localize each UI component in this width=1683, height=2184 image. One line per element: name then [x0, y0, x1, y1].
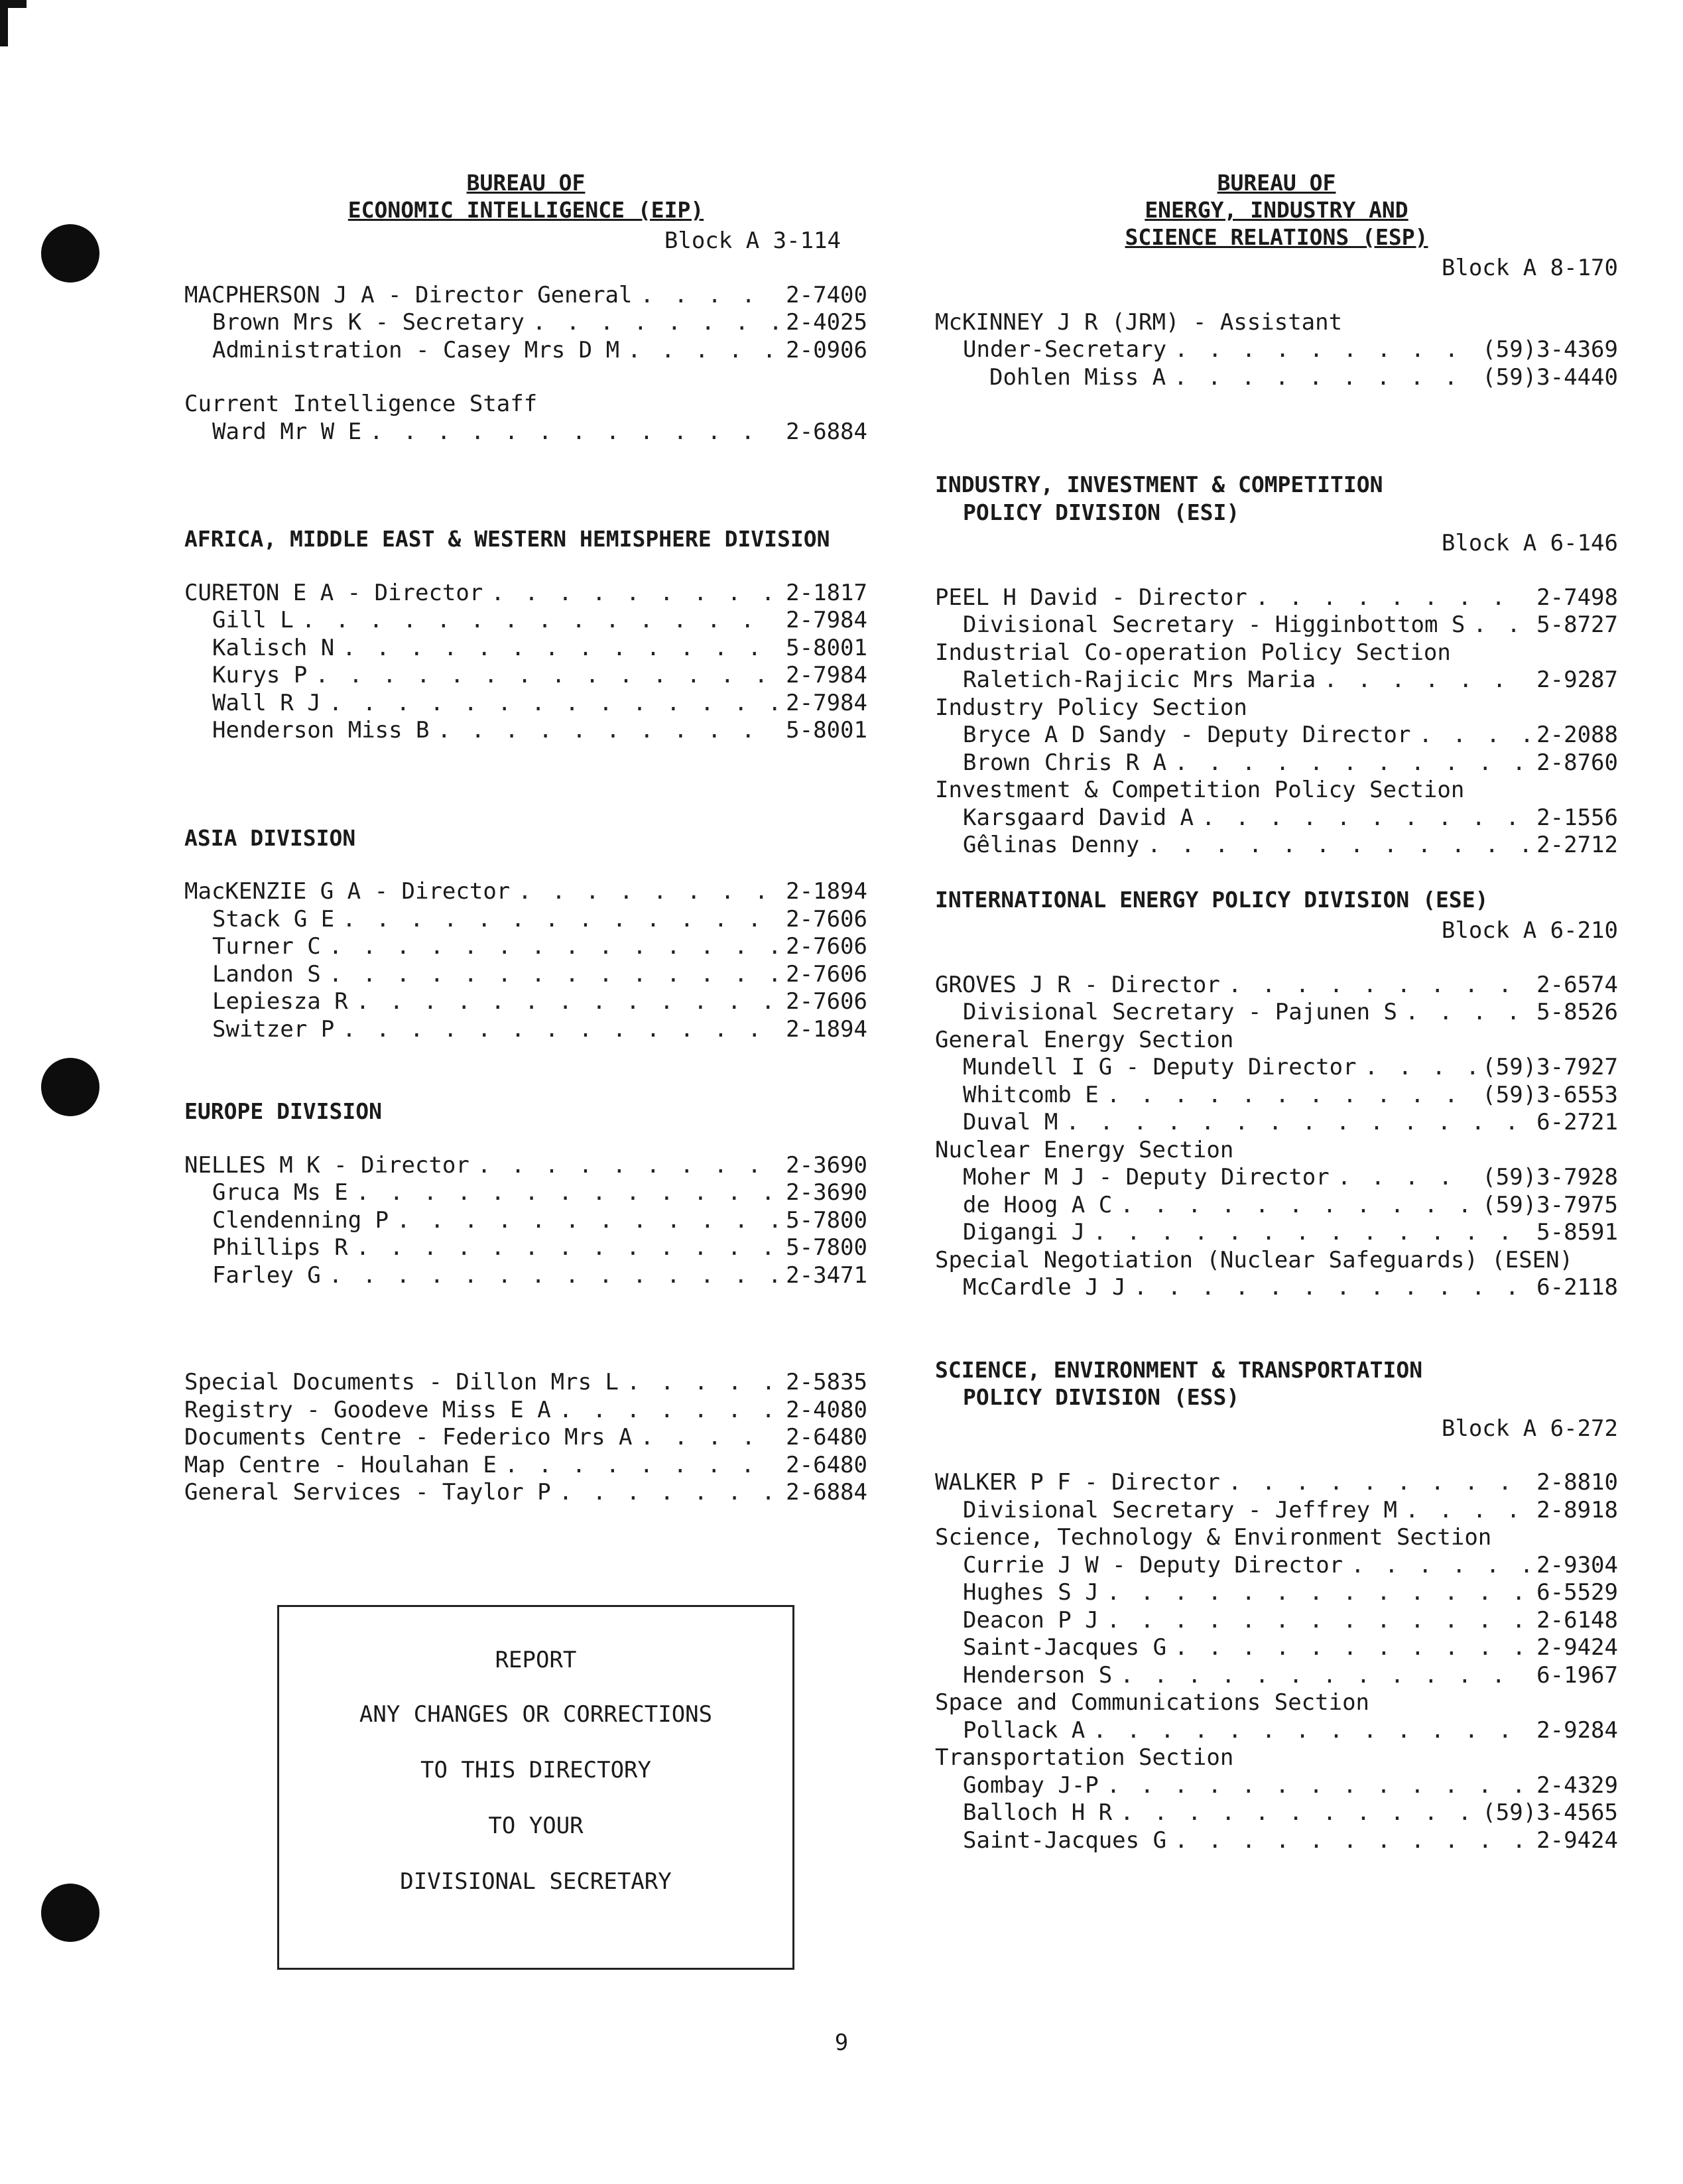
entry-phone: 2-7984	[786, 662, 867, 688]
directory-entry	[935, 1054, 1618, 1082]
dot-leader	[1107, 1579, 1528, 1607]
eip-title-line-1: BUREAU OF	[466, 170, 586, 196]
europe-division-heading: EUROPE DIVISION	[184, 1098, 383, 1124]
entry-phone: 2-7606	[786, 988, 867, 1015]
entry-name: Stack G E	[212, 905, 335, 932]
directory-entry	[935, 1497, 1618, 1525]
notice-line-2: ANY CHANGES OR CORRECTIONS	[359, 1701, 713, 1728]
ess-heading-line-2: POLICY DIVISION (ESS)	[963, 1384, 1240, 1410]
dot-leader	[505, 1452, 778, 1480]
entry-phone: (59)3-6553	[1482, 1081, 1618, 1108]
entry-phone: 2-9304	[1536, 1551, 1618, 1578]
directory-entry	[184, 607, 867, 635]
dot-leader	[518, 878, 778, 906]
entry-phone: 2-3690	[786, 1151, 867, 1179]
entry-name: Raletich-Rajicic Mrs Maria	[963, 667, 1316, 693]
entry-phone: (59)3-4369	[1482, 336, 1618, 363]
directory-entry	[935, 1082, 1618, 1110]
entry-phone: 6-1967	[1536, 1661, 1618, 1689]
entry-name: CURETON E A - Director	[184, 579, 483, 606]
directory-entry	[935, 999, 1618, 1027]
dot-leader	[627, 337, 778, 365]
directory-entry	[184, 906, 867, 934]
section-label: Investment & Competition Policy Section	[935, 777, 1465, 803]
dot-leader	[1174, 1634, 1528, 1662]
services-entries	[184, 1369, 867, 1507]
directory-entry	[184, 961, 867, 989]
europe-division-entries	[184, 1152, 867, 1290]
dot-leader	[302, 607, 778, 635]
directory-entry	[184, 1179, 867, 1207]
directory-entry	[184, 1369, 867, 1397]
entry-name: de Hoog A C	[963, 1191, 1113, 1218]
entry-phone: 2-6884	[786, 418, 867, 445]
entry-name: WALKER P F - Director	[935, 1469, 1220, 1496]
entry-name: Brown Chris R A	[963, 749, 1167, 776]
entry-phone: 2-9424	[1536, 1827, 1618, 1854]
entry-name: General Services - Taylor P	[184, 1479, 551, 1506]
directory-entry	[184, 717, 867, 745]
dot-leader	[342, 906, 778, 934]
dot-leader	[1107, 1082, 1475, 1110]
entry-name: Turner C	[212, 933, 321, 960]
directory-entry	[935, 1219, 1618, 1247]
entry-name: Phillips R	[212, 1234, 348, 1261]
ese-block-location: Block A 6-210	[1441, 917, 1618, 944]
directory-entry	[935, 584, 1618, 612]
entry-name: Gêlinas Denny	[963, 832, 1140, 858]
esi-division-entries	[935, 584, 1618, 860]
directory-entry	[935, 364, 1618, 392]
directory-entry	[184, 988, 867, 1016]
entry-name: Deacon P J	[963, 1606, 1099, 1634]
directory-entry	[935, 972, 1618, 999]
section-label: General Energy Section	[935, 1026, 1234, 1053]
section-label: Industry Policy Section	[935, 694, 1247, 721]
dot-leader	[1255, 584, 1528, 612]
notice-line-1: REPORT	[495, 1647, 577, 1673]
entry-name: MACPHERSON J A - Director General	[184, 281, 633, 308]
directory-entry	[184, 1397, 867, 1425]
eip-title-line-2: ECONOMIC INTELLIGENCE (EIP)	[347, 197, 704, 223]
dot-leader	[532, 309, 778, 337]
notice-line-5: DIVISIONAL SECRETARY	[400, 1868, 672, 1895]
dot-leader	[1365, 1054, 1475, 1082]
directory-entry	[935, 1192, 1618, 1220]
dot-leader	[342, 635, 778, 663]
notice-line-3: TO THIS DIRECTORY	[420, 1757, 651, 1783]
eip-block-location: Block A 3-114	[664, 227, 841, 254]
entry-name: Saint-Jacques G	[963, 1827, 1167, 1854]
entry-phone: 6-5529	[1536, 1579, 1618, 1606]
directory-entry	[184, 1016, 867, 1044]
current-intelligence-entries	[184, 418, 867, 446]
directory-entry	[184, 635, 867, 663]
directory-entry	[184, 418, 867, 446]
dot-leader	[356, 1179, 778, 1207]
esp-title-line-1: BUREAU OF	[1217, 170, 1336, 196]
binder-hole-middle	[41, 1058, 99, 1116]
entry-phone: (59)3-4440	[1482, 363, 1618, 391]
directory-entry	[184, 1207, 867, 1235]
report-changes-notice	[277, 1605, 794, 1970]
entry-phone: 2-7606	[786, 933, 867, 960]
entry-phone: 2-6884	[786, 1479, 867, 1506]
entry-name: Bryce A D Sandy - Deputy Director	[963, 722, 1411, 748]
directory-entry	[935, 1552, 1618, 1580]
directory-entry	[935, 336, 1618, 364]
dot-leader	[438, 717, 779, 745]
entry-name: Pollack A	[963, 1716, 1086, 1744]
directory-entry	[935, 1607, 1618, 1635]
dot-leader	[1228, 1469, 1528, 1497]
entry-name: Divisional Secretary - Higginbottom S	[963, 611, 1465, 638]
entry-phone: (59)3-7975	[1482, 1191, 1618, 1218]
entry-phone: 2-7498	[1536, 584, 1618, 611]
entry-name: Wall R J	[212, 689, 321, 716]
dot-leader	[1405, 999, 1528, 1027]
directory-entry	[184, 1152, 867, 1180]
ess-block-location: Block A 6-272	[1441, 1415, 1618, 1442]
directory-entry	[184, 580, 867, 608]
section-label: Industrial Co-operation Policy Section	[935, 639, 1451, 666]
entry-phone: 2-6574	[1536, 971, 1618, 998]
dot-leader	[1419, 722, 1529, 749]
section-label: Transportation Section	[935, 1744, 1234, 1771]
directory-entry	[935, 832, 1618, 860]
dot-leader	[1174, 336, 1474, 364]
dot-leader	[1351, 1552, 1528, 1580]
entry-phone: 2-1556	[1536, 804, 1618, 831]
dot-leader	[641, 282, 779, 310]
entry-name: Moher M J - Deputy Director	[963, 1164, 1330, 1190]
entry-phone: 5-8001	[786, 634, 867, 661]
directory-entry	[184, 282, 867, 310]
entry-phone: 2-1894	[786, 1015, 867, 1043]
directory-entry	[184, 1424, 867, 1452]
directory-entry	[184, 337, 867, 365]
entry-phone: 5-8591	[1536, 1219, 1618, 1246]
ese-division-entries	[935, 972, 1618, 1302]
dot-leader	[356, 1234, 778, 1262]
entry-name: Henderson S	[963, 1661, 1113, 1689]
ess-heading-line-1: SCIENCE, ENVIRONMENT & TRANSPORTATION	[935, 1356, 1423, 1383]
asia-division-entries	[184, 878, 867, 1043]
entry-name: McCardle J J	[963, 1274, 1126, 1301]
directory-entry	[184, 309, 867, 337]
entry-phone: (59)3-4565	[1482, 1799, 1618, 1826]
directory-entry	[935, 1109, 1618, 1137]
dot-leader	[1338, 1164, 1475, 1192]
dot-leader	[1093, 1219, 1528, 1247]
eip-head-entries	[184, 282, 867, 365]
directory-entry	[184, 1479, 867, 1507]
section-label: Science, Technology & Environment Section	[935, 1524, 1492, 1551]
dot-leader	[397, 1207, 778, 1235]
entry-name: Duval M	[963, 1109, 1058, 1135]
directory-entry	[935, 1799, 1618, 1827]
entry-phone: 2-1894	[786, 878, 867, 905]
directory-entry	[184, 933, 867, 961]
esi-heading-line-1: INDUSTRY, INVESTMENT & COMPETITION	[935, 472, 1383, 497]
esp-title-line-3: SCIENCE RELATIONS (ESP)	[1125, 224, 1428, 250]
entry-name: Under-Secretary	[963, 336, 1167, 363]
directory-entry	[935, 804, 1618, 832]
entry-name: Clendenning P	[212, 1206, 389, 1234]
directory-entry	[184, 1262, 867, 1290]
entry-name: NELLES M K - Director	[184, 1151, 469, 1179]
ese-division-heading: INTERNATIONAL ENERGY POLICY DIVISION (ESE)	[935, 886, 1489, 913]
dot-leader	[559, 1479, 778, 1507]
directory-entry	[935, 1164, 1618, 1192]
entry-name: Henderson Miss B	[212, 717, 430, 743]
entry-phone: 2-8810	[1536, 1469, 1618, 1496]
entry-phone: 2-3471	[786, 1261, 867, 1289]
right-column	[935, 169, 1618, 1854]
entry-name: Farley G	[212, 1261, 321, 1289]
dot-leader	[1174, 1827, 1528, 1855]
entry-name: Registry - Goodeve Miss E A	[184, 1396, 551, 1423]
entry-phone: 2-3690	[786, 1179, 867, 1206]
dot-leader	[1120, 1662, 1528, 1690]
entry-name: Switzer P	[212, 1015, 335, 1043]
directory-entry	[184, 1452, 867, 1480]
current-intelligence-label: Current Intelligence Staff	[184, 391, 538, 417]
entry-phone: 2-8760	[1536, 749, 1618, 776]
directory-entry	[935, 722, 1618, 749]
binder-hole-bottom	[41, 1884, 99, 1942]
entry-phone: 5-7800	[786, 1206, 867, 1234]
entry-name: Kurys P	[212, 662, 308, 688]
entry-name: Dohlen Miss A	[989, 363, 1166, 391]
dot-leader	[356, 988, 778, 1016]
entry-name: Currie J W - Deputy Director	[963, 1551, 1343, 1578]
directory-entry	[935, 1469, 1618, 1497]
notice-line-4: TO YOUR	[488, 1813, 584, 1839]
entry-name: Administration - Casey Mrs D M	[212, 336, 620, 363]
entry-name: Gill L	[212, 607, 294, 633]
directory-entry	[935, 1579, 1618, 1607]
dot-leader	[1324, 667, 1528, 694]
entry-name: Brown Mrs K - Secretary	[212, 309, 525, 336]
ess-division-entries	[935, 1469, 1618, 1854]
dot-leader	[1107, 1772, 1528, 1800]
section-label: Space and Communications Section	[935, 1689, 1370, 1716]
dot-leader	[1093, 1717, 1528, 1745]
dot-leader	[1202, 804, 1528, 832]
entry-name: Special Documents - Dillon Mrs L	[184, 1369, 619, 1395]
entry-phone: 2-7400	[786, 281, 867, 308]
left-column	[184, 169, 867, 1507]
esp-bureau-title	[935, 169, 1618, 251]
esi-block-location: Block A 6-146	[1441, 530, 1618, 556]
entry-phone: (59)3-7928	[1482, 1164, 1618, 1190]
dot-leader	[559, 1397, 778, 1425]
dot-leader	[1174, 364, 1474, 392]
dot-leader	[369, 418, 778, 446]
dot-leader	[1174, 749, 1528, 777]
eip-bureau-title	[184, 169, 867, 224]
directory-entry	[935, 1662, 1618, 1690]
entry-name: PEEL H David - Director	[935, 584, 1247, 611]
dot-leader	[1120, 1192, 1474, 1220]
entry-phone: 2-4025	[786, 309, 867, 336]
entry-name: Divisional Secretary - Pajunen S	[963, 999, 1398, 1025]
dot-leader	[641, 1424, 779, 1452]
entry-phone: 2-6148	[1536, 1606, 1618, 1634]
entry-name: Kalisch N	[212, 634, 335, 661]
entry-name: Map Centre - Houlahan E	[184, 1451, 497, 1478]
dot-leader	[477, 1152, 778, 1180]
entry-phone: (59)3-7927	[1482, 1054, 1618, 1080]
dot-leader	[1405, 1497, 1528, 1525]
entry-name: Gombay J-P	[963, 1771, 1099, 1799]
entry-phone: 2-6480	[786, 1451, 867, 1478]
entry-phone: 2-8918	[1536, 1496, 1618, 1523]
binder-hole-top	[41, 224, 99, 283]
esp-head-line: McKINNEY J R (JRM) - Assistant	[935, 308, 1343, 336]
entry-phone: 5-8001	[786, 717, 867, 743]
entry-phone: 2-4080	[786, 1396, 867, 1423]
entry-phone: 2-2712	[1536, 832, 1618, 858]
directory-entry	[935, 1274, 1618, 1302]
directory-entry	[935, 1772, 1618, 1800]
entry-name: Lepiesza R	[212, 988, 348, 1015]
entry-phone: 2-7606	[786, 905, 867, 932]
entry-phone: 5-8526	[1536, 999, 1618, 1025]
esp-head-entries	[935, 336, 1618, 391]
directory-entry	[184, 878, 867, 906]
africa-division-entries	[184, 580, 867, 745]
entry-phone: 2-9287	[1536, 667, 1618, 693]
entry-name: Hughes S J	[963, 1579, 1099, 1606]
entry-name: Ward Mr W E	[212, 418, 362, 445]
esi-heading-line-2: POLICY DIVISION (ESI)	[963, 499, 1240, 525]
section-label: Special Negotiation (Nuclear Safeguards) (ESEN)	[935, 1246, 1574, 1273]
entry-name: GROVES J R - Director	[935, 971, 1220, 998]
entry-phone: 2-9424	[1536, 1634, 1618, 1661]
dot-leader	[1473, 611, 1528, 639]
dot-leader	[627, 1369, 778, 1397]
dot-leader	[1107, 1607, 1528, 1635]
directory-entry	[935, 1827, 1618, 1855]
directory-entry	[935, 1717, 1618, 1745]
dot-leader	[329, 690, 778, 718]
directory-entry	[184, 690, 867, 718]
entry-phone: 5-7800	[786, 1234, 867, 1261]
entry-phone: 2-7984	[786, 607, 867, 633]
africa-division-heading: AFRICA, MIDDLE EAST & WESTERN HEMISPHERE DIVISION	[184, 526, 830, 552]
section-label: Nuclear Energy Section	[935, 1136, 1234, 1163]
entry-phone: 2-7606	[786, 960, 867, 988]
entry-name: Digangi J	[963, 1219, 1086, 1246]
asia-division-heading: ASIA DIVISION	[184, 824, 356, 851]
entry-name: Landon S	[212, 960, 321, 988]
dot-leader	[329, 1262, 778, 1290]
dot-leader	[1228, 972, 1528, 999]
entry-phone: 2-5835	[786, 1369, 867, 1395]
dot-leader	[315, 662, 778, 690]
entry-phone: 2-2088	[1536, 722, 1618, 748]
entry-phone: 6-2721	[1536, 1109, 1618, 1135]
entry-phone: 2-0906	[786, 336, 867, 363]
directory-entry	[184, 1234, 867, 1262]
entry-name: Balloch H R	[963, 1799, 1113, 1826]
esp-title-line-2: ENERGY, INDUSTRY AND	[1145, 197, 1408, 223]
dot-leader	[329, 933, 778, 961]
entry-phone: 2-7984	[786, 689, 867, 716]
entry-name: Gruca Ms E	[212, 1179, 348, 1206]
entry-phone: 2-6480	[786, 1424, 867, 1450]
dot-leader	[329, 961, 778, 989]
entry-name: Whitcomb E	[963, 1081, 1099, 1108]
directory-entry	[935, 749, 1618, 777]
dot-leader	[491, 580, 778, 608]
entry-phone: 2-1817	[786, 579, 867, 606]
entry-name: Documents Centre - Federico Mrs A	[184, 1424, 633, 1450]
entry-phone: 2-9284	[1536, 1716, 1618, 1744]
directory-entry	[935, 1634, 1618, 1662]
entry-name: MacKENZIE G A - Director	[184, 878, 511, 905]
dot-leader	[1147, 832, 1528, 860]
entry-name: Saint-Jacques G	[963, 1634, 1167, 1661]
directory-entry	[935, 611, 1618, 639]
entry-name: Mundell I G - Deputy Director	[963, 1054, 1357, 1080]
entry-phone: 2-4329	[1536, 1771, 1618, 1799]
page-number: 9	[834, 2029, 849, 2056]
page-corner-mark	[0, 0, 27, 46]
directory-entry	[184, 662, 867, 690]
dot-leader	[342, 1016, 778, 1044]
esp-block-location: Block A 8-170	[1441, 255, 1618, 281]
entry-name: Karsgaard David A	[963, 804, 1194, 831]
directory-entry	[935, 667, 1618, 694]
entry-phone: 6-2118	[1536, 1274, 1618, 1301]
dot-leader	[1120, 1799, 1474, 1827]
entry-name: Divisional Secretary - Jeffrey M	[963, 1496, 1398, 1523]
entry-phone: 5-8727	[1536, 611, 1618, 638]
dot-leader	[1066, 1109, 1528, 1137]
dot-leader	[1134, 1274, 1529, 1302]
